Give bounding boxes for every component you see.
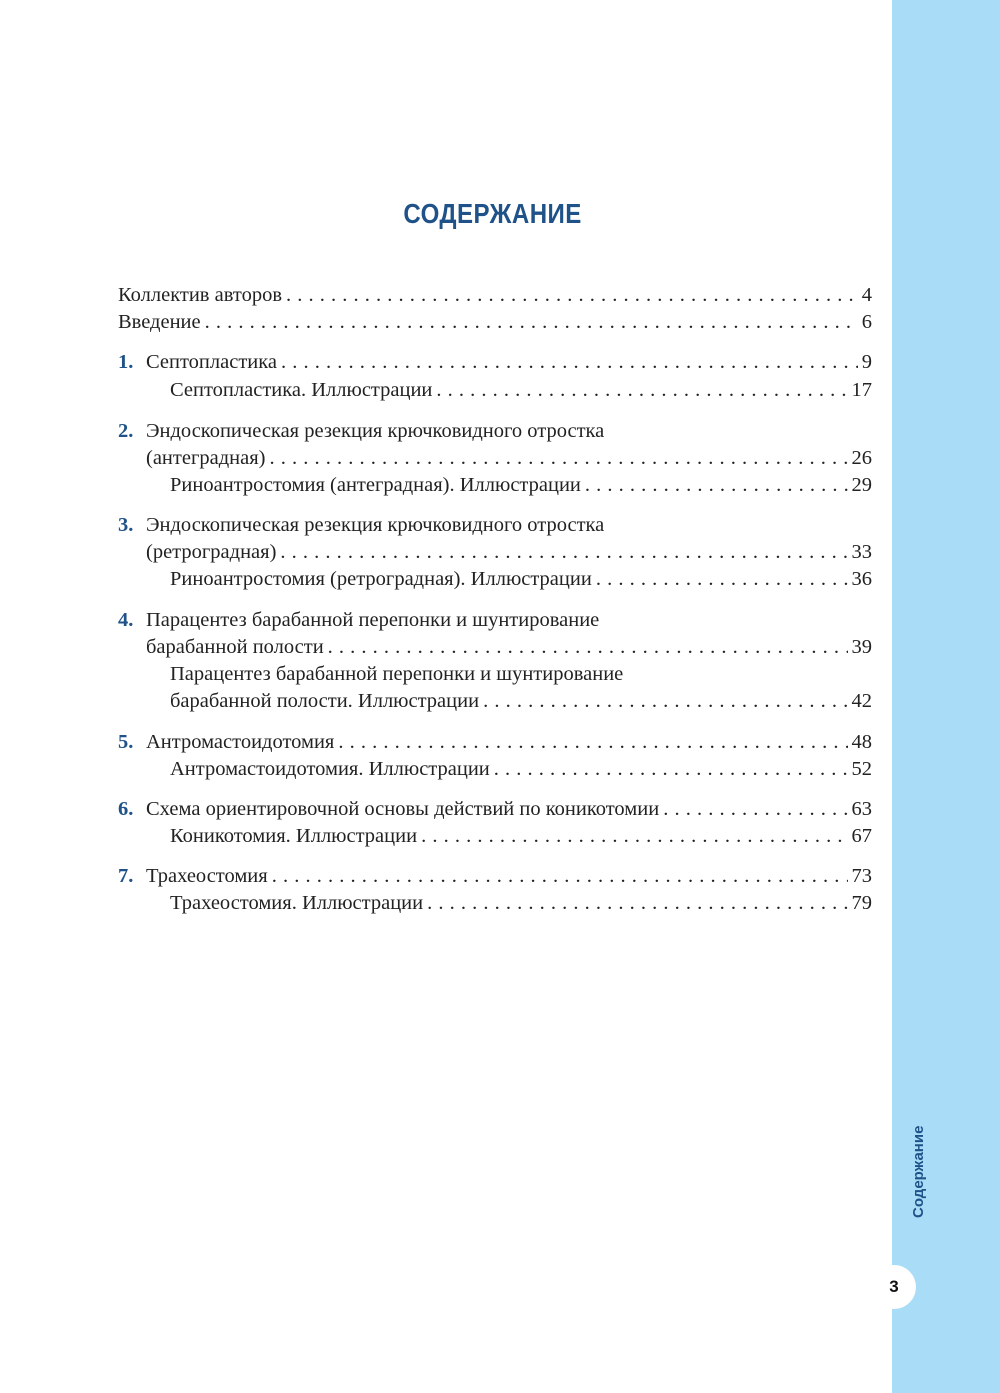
toc-entry-text: Риноантростомия (ретроградная). Иллюстрации: [170, 568, 592, 590]
toc-page-number: 33: [851, 541, 872, 563]
toc-page-number: 6: [861, 311, 872, 333]
dot-leader: [272, 862, 848, 890]
toc-entry-text: Введение: [118, 311, 201, 333]
dot-leader: [205, 308, 858, 336]
toc-subentry-5[interactable]: [170, 755, 872, 783]
toc-page-number: 26: [851, 447, 872, 469]
toc-page-number: 4: [861, 284, 872, 306]
dot-leader: [286, 281, 858, 309]
toc-page-number: 63: [851, 798, 872, 820]
toc-chapter-4[interactable]: [118, 606, 599, 634]
toc-chapter-3-cont[interactable]: [146, 538, 872, 566]
toc-chapter-1[interactable]: [118, 348, 872, 376]
dot-leader: [483, 687, 847, 715]
toc-entry-text: Антромастоидотомия. Иллюстрации: [170, 758, 490, 780]
toc-subentry-6[interactable]: [170, 822, 872, 850]
toc-chapter-7[interactable]: [118, 862, 872, 890]
toc-entry-text: Коникотомия. Иллюстрации: [170, 825, 418, 847]
toc-page-number: 29: [851, 474, 872, 496]
toc-entry-text: Эндоскопическая резекция крючковидного отростка: [146, 420, 605, 442]
dot-leader: [585, 471, 848, 499]
toc-subentry-7[interactable]: [170, 889, 872, 917]
toc-entry-text: Трахеостомия: [146, 865, 268, 887]
toc-entry-text: (ретроградная): [146, 541, 277, 563]
toc-page-number: 52: [851, 758, 872, 780]
toc-page-number: 67: [851, 825, 872, 847]
page-number: 3: [889, 1277, 899, 1296]
toc-chapter-2[interactable]: [118, 417, 604, 445]
toc-subentry-4-cont[interactable]: [170, 687, 872, 715]
toc-entry-text: барабанной полости. Иллюстрации: [170, 690, 480, 712]
side-tab-label: Содержание: [910, 1125, 927, 1218]
toc-entry-text: (антеградная): [146, 447, 266, 469]
toc-chapter-5[interactable]: [118, 728, 872, 756]
toc-subentry-3[interactable]: [170, 565, 872, 593]
toc-chapter-4-cont[interactable]: [146, 633, 872, 661]
toc-page-number: 42: [851, 690, 872, 712]
chapter-number: 1.: [118, 351, 134, 373]
toc-entry-text: Парацентез барабанной перепонки и шунтирование: [146, 609, 600, 631]
page-title: СОДЕРЖАНИЕ: [403, 198, 582, 229]
toc-entry-text: Эндоскопическая резекция крючковидного отростка: [146, 514, 605, 536]
toc-entry-text: Парацентез барабанной перепонки и шунтирование: [170, 663, 624, 685]
toc-subentry-2[interactable]: [170, 471, 872, 499]
toc-page-number: 9: [861, 351, 872, 373]
toc-subentry-4[interactable]: [170, 660, 623, 688]
toc-entry-intro[interactable]: [118, 308, 872, 336]
chapter-number: 7.: [118, 865, 134, 887]
chapter-number: 4.: [118, 609, 134, 631]
toc-entry-text: Антромастоидотомия: [146, 731, 335, 753]
dot-leader: [281, 348, 858, 376]
chapter-number: 2.: [118, 420, 134, 442]
toc-entry-text: Септопластика: [146, 351, 278, 373]
toc-page-number: 48: [851, 731, 872, 753]
toc-page-number: 79: [851, 892, 872, 914]
chapter-number: 5.: [118, 731, 134, 753]
dot-leader: [328, 633, 848, 661]
dot-leader: [421, 822, 847, 850]
toc-chapter-3[interactable]: [118, 511, 604, 539]
dot-leader: [338, 728, 847, 756]
toc-entry-text: барабанной полости: [146, 636, 324, 658]
dot-leader: [663, 795, 847, 823]
toc-entry-text: Риноантростомия (антеградная). Иллюстрации: [170, 474, 581, 496]
toc-page-number: 36: [851, 568, 872, 590]
toc-entry-text: Трахеостомия. Иллюстрации: [170, 892, 424, 914]
toc-entry-text: Коллектив авторов: [118, 284, 282, 306]
chapter-number: 3.: [118, 514, 134, 536]
toc-chapter-2-cont[interactable]: [146, 444, 872, 472]
dot-leader: [436, 376, 847, 404]
dot-leader: [280, 538, 847, 566]
toc-entry-text: Септопластика. Иллюстрации: [170, 379, 433, 401]
dot-leader: [269, 444, 847, 472]
toc-chapter-6[interactable]: [118, 795, 872, 823]
dot-leader: [427, 889, 847, 917]
toc-page-number: 73: [851, 865, 872, 887]
toc-entry-authors[interactable]: [118, 281, 872, 309]
chapter-number: 6.: [118, 798, 134, 820]
toc-subentry-1[interactable]: [170, 376, 872, 404]
dot-leader: [494, 755, 848, 783]
toc-entry-text: Схема ориентировочной основы действий по коникотомии: [146, 798, 660, 820]
toc-page-number: 39: [851, 636, 872, 658]
dot-leader: [596, 565, 848, 593]
toc-page-number: 17: [851, 379, 872, 401]
